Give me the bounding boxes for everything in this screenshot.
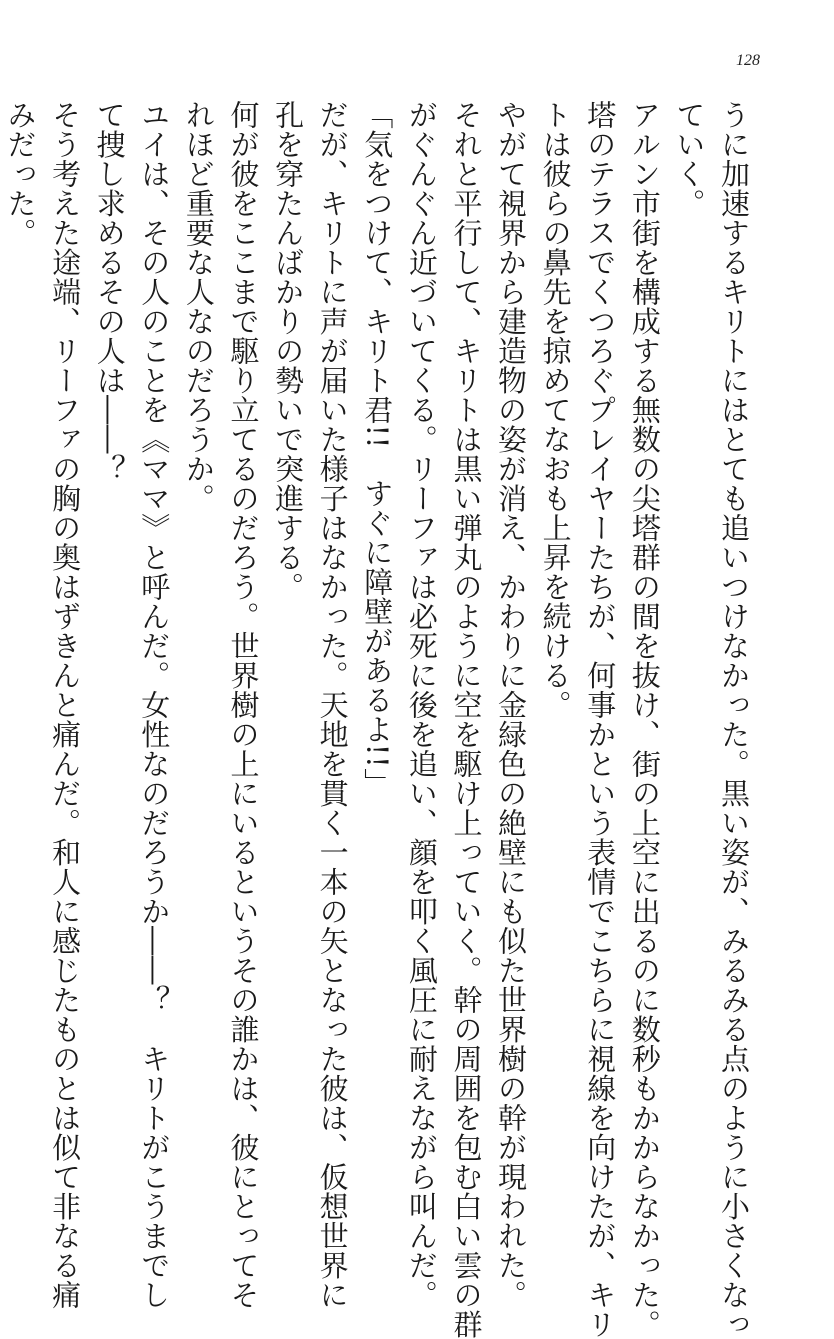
text-line: 塔のテラスでくつろぐプレイヤーたちが、何事かという表情でこちらに視線を向けたが、キリ [583, 100, 618, 1339]
text-line: アルン市街を構成する無数の尖塔群の間を抜け、街の上空に出るのに数秒もかからなかった。 [627, 100, 662, 1339]
text-line: うに加速するキリトにはとても追いつけなかった。黒い姿が、みるみる点のように小さくなっ [717, 100, 751, 1339]
text-line: みだった。 [3, 100, 38, 248]
text-line: がぐんぐん近づいてくる。リーファは必死に後を追い、顔を叩く風圧に耐えながら叫んだ。 [404, 100, 439, 1310]
text-line: 「気をつけて、キリト君!! すぐに障壁があるよ!!」 [360, 100, 395, 798]
text-line: ユイは、その人のことを《ママ》と呼んだ。女性なのだろうか――？ キリトがこうまでし [137, 100, 172, 1310]
text-line: やがて視界から建造物の姿が消え、かわりに金緑色の絶壁にも似た世界樹の幹が現われた。 [494, 100, 529, 1310]
novel-body-text [0, 100, 756, 1339]
text-line: トは彼らの鼻先を掠めてなおも上昇を続ける。 [538, 100, 573, 720]
text-line: だが、キリトに声が届いた様子はなかった。天地を貫く一本の矢となった彼は、仮想世界に [315, 100, 350, 1310]
text-line: そう考えた途端、リーファの胸の奥はずきんと痛んだ。和人に感じたものとは似て非なる痛 [48, 100, 83, 1310]
text-line: 何が彼をここまで駆り立てるのだろう。世界樹の上にいるというその誰かは、彼にとってそ [226, 100, 261, 1310]
text-line: れほど重要な人なのだろうか。 [181, 100, 216, 513]
text-line: ていく。 [672, 100, 707, 218]
text-line: それと平行して、キリトは黒い弾丸のように空を駆け上っていく。幹の周囲を包む白い雲の群 [449, 100, 484, 1339]
page-number: 128 [736, 52, 760, 69]
text-line: て捜し求めるその人は――？ [92, 100, 127, 484]
text-line: 孔を穿たんばかりの勢いで突進する。 [271, 100, 306, 602]
